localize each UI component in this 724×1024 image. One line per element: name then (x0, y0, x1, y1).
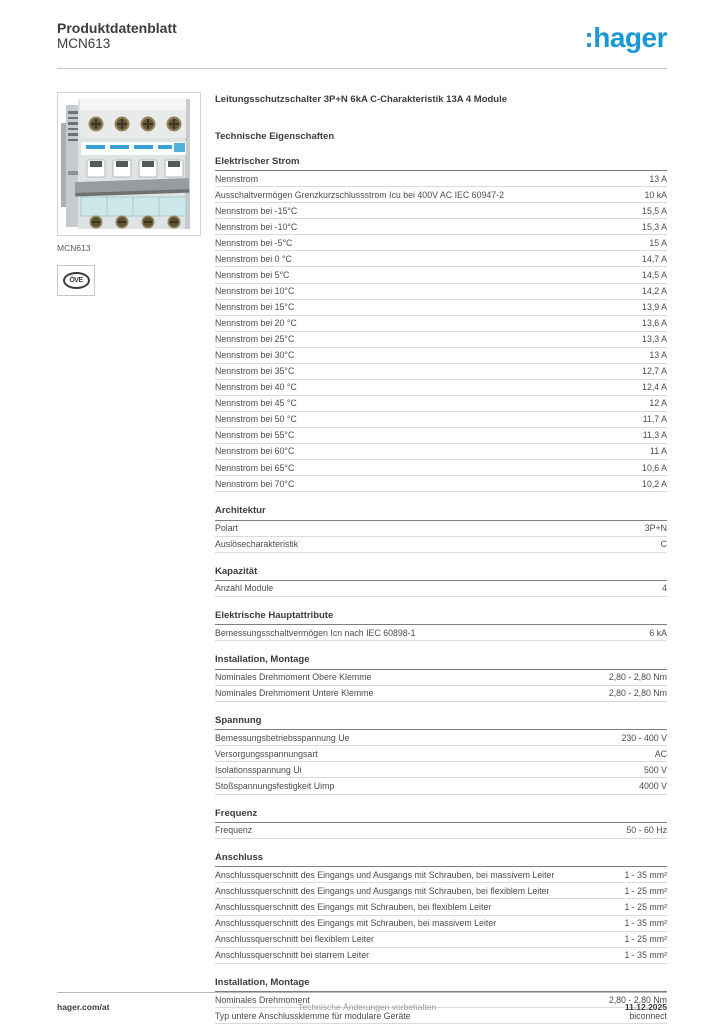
spec-row (215, 428, 667, 444)
spec-label: Nominales Drehmoment (215, 994, 310, 1005)
spec-group-title: Spannung (215, 715, 667, 730)
spec-value: 15,5 A (642, 205, 667, 216)
spec-value: 11,3 A (642, 430, 667, 441)
spec-group-rows (215, 670, 667, 702)
spec-group-rows (215, 823, 667, 839)
spec-label: Nennstrom bei 50 °C (215, 414, 297, 425)
spec-value: 14,2 A (642, 286, 667, 296)
spec-value: 13,9 A (642, 302, 667, 313)
spec-row (215, 625, 667, 641)
spec-row (215, 730, 667, 746)
spec-label: Anschlussquerschnitt des Eingangs und Ausgangs mit Schrauben, bei flexiblem Leiter (215, 885, 550, 896)
spec-label: Nennstrom bei -15°C (215, 205, 298, 216)
spec-value: 14,7 A (642, 253, 667, 264)
technical-properties-heading: Technische Eigenschaften (215, 131, 335, 143)
spec-label: Bemessungsbetriebsspannung Ue (215, 732, 350, 743)
spec-value: 1 - 35 mm² (624, 950, 667, 961)
spec-group-title: Architektur (215, 505, 667, 520)
spec-label: Frequenz (215, 825, 253, 836)
spec-label: Nominales Drehmoment Obere Klemme (215, 672, 372, 683)
spec-label: Anschlussquerschnitt des Eingangs und Ausgangs mit Schrauben, bei massivem Leiter (215, 869, 555, 880)
spec-label: Nennstrom bei 70°C (215, 478, 295, 489)
spec-groups (215, 156, 667, 1024)
spec-value: 6 kA (649, 627, 667, 638)
header-titles (57, 20, 177, 53)
product-code: MCN613 (57, 36, 111, 52)
spec-label: Nennstrom bei 30°C (215, 350, 295, 361)
spec-label: Nennstrom bei 45 °C (215, 398, 297, 409)
spec-row (215, 476, 667, 492)
spec-label: Ausschaltvermögen Grenzkurzschlussstrom Icu bei 400V AC IEC 60947-2 (215, 189, 504, 200)
spec-value: 4 (662, 583, 667, 594)
spec-group (215, 715, 667, 795)
spec-row (215, 916, 667, 932)
spec-row (215, 686, 667, 702)
footer-notice: Technische Änderungen vorbehalten (298, 1002, 437, 1012)
spec-value: 15,3 A (642, 221, 667, 232)
spec-row (215, 332, 667, 348)
spec-row (215, 932, 667, 948)
spec-label: Nennstrom bei 60°C (215, 446, 295, 457)
spec-label: Nennstrom bei 5°C (215, 269, 290, 280)
spec-column (215, 92, 667, 1024)
spec-row (215, 364, 667, 380)
product-image (57, 92, 201, 236)
spec-group-title: Elektrische Hauptattribute (215, 610, 667, 625)
spec-value: AC (654, 748, 667, 759)
spec-group-rows (215, 730, 667, 794)
spec-row (215, 348, 667, 364)
spec-value: 500 V (644, 764, 667, 775)
spec-value: 4000 V (639, 780, 667, 791)
spec-row (215, 899, 667, 915)
spec-value: 2,80 - 2,80 Nm (608, 672, 667, 683)
spec-value: 13,3 A (642, 334, 667, 345)
spec-group-rows (215, 625, 667, 641)
spec-value: C (660, 539, 667, 550)
spec-label: Nennstrom bei 20 °C (215, 318, 297, 329)
spec-row (215, 883, 667, 899)
spec-row (215, 521, 667, 537)
spec-group (215, 156, 667, 492)
spec-row (215, 284, 667, 300)
spec-group-rows (215, 867, 667, 963)
spec-row (215, 867, 667, 883)
spec-group (215, 808, 667, 839)
spec-value: 12,7 A (642, 366, 667, 377)
ove-certification-badge (57, 265, 95, 296)
spec-value: 13 A (649, 173, 667, 184)
spec-value: 11,7 A (642, 414, 667, 425)
spec-value: 15 A (649, 237, 667, 248)
spec-label: Versorgungsspannungsart (215, 748, 318, 759)
spec-group-rows (215, 581, 667, 597)
footer-website-link[interactable]: hager.com/at (57, 1002, 110, 1012)
spec-row (215, 823, 667, 839)
spec-group (215, 505, 667, 552)
spec-group (215, 610, 667, 641)
spec-row (215, 444, 667, 460)
spec-label: Stoßspannungsfestigkeit Uimp (215, 780, 335, 791)
spec-label: Nennstrom bei 0 °C (215, 253, 292, 264)
hager-logo: :hager (584, 22, 667, 53)
spec-group (215, 566, 667, 597)
spec-row (215, 746, 667, 762)
spec-label: Nennstrom bei 65°C (215, 462, 295, 473)
spec-group (215, 852, 667, 964)
spec-row (215, 537, 667, 553)
spec-group-rows (215, 171, 667, 492)
spec-group-title: Kapazität (215, 566, 667, 581)
spec-value: 10,6 A (642, 462, 667, 473)
spec-row (215, 948, 667, 964)
spec-group (215, 654, 667, 701)
spec-value: 2,80 - 2,80 Nm (608, 688, 667, 699)
spec-label: Anschlussquerschnitt bei starrem Leiter (215, 950, 370, 961)
spec-row (215, 187, 667, 203)
spec-label: Polart (215, 523, 238, 533)
spec-row (215, 203, 667, 219)
spec-row (215, 171, 667, 187)
spec-value: 11 A (650, 446, 667, 457)
spec-group-title: Anschluss (215, 852, 667, 867)
spec-row (215, 251, 667, 267)
spec-value: 1 - 35 mm² (624, 918, 667, 928)
spec-value: 2,80 - 2,80 Nm (608, 994, 667, 1005)
document-type: Produktdatenblatt (57, 20, 177, 36)
spec-row (215, 778, 667, 794)
spec-row (215, 300, 667, 316)
spec-label: Isolationsspannung Ui (215, 764, 302, 775)
spec-value: 50 - 60 Hz (626, 825, 667, 836)
spec-group-title: Elektrischer Strom (215, 156, 667, 171)
product-sidebar (57, 92, 201, 296)
spec-value: 1 - 25 mm² (624, 885, 667, 896)
spec-row (215, 412, 667, 428)
spec-label: Anschlussquerschnitt des Eingangs mit Schrauben, bei flexiblem Leiter (215, 901, 492, 912)
spec-label: Nennstrom bei -10°C (215, 221, 298, 232)
spec-group-title: Frequenz (215, 808, 667, 823)
header-divider (57, 68, 667, 69)
spec-row (215, 316, 667, 332)
spec-value: 12,4 A (642, 382, 667, 393)
spec-label: Nennstrom bei 35°C (215, 366, 295, 377)
spec-label: Auslösecharakteristik (215, 539, 299, 550)
spec-label: Bemessungsschaltvermögen Icn nach IEC 60898-1 (215, 627, 416, 638)
spec-label: Nennstrom bei 10°C (215, 286, 295, 296)
product-image-caption: MCN613 (57, 243, 91, 253)
spec-value: 10,2 A (642, 478, 667, 489)
spec-label: Nominales Drehmoment Untere Klemme (215, 688, 374, 699)
page-header (57, 20, 667, 53)
spec-row (215, 460, 667, 476)
spec-row (215, 762, 667, 778)
spec-value: 1 - 25 mm² (624, 901, 667, 912)
page-footer (57, 992, 667, 1012)
footer-row (57, 1002, 667, 1012)
spec-row (215, 380, 667, 396)
spec-value: 230 - 400 V (621, 732, 667, 743)
spec-value: 10 kA (644, 189, 667, 200)
spec-label: Nennstrom bei 55°C (215, 430, 295, 441)
spec-value: biconnect (629, 1010, 667, 1021)
spec-row (215, 267, 667, 283)
footer-date: 11.12.2025 (624, 1002, 667, 1012)
spec-row (215, 396, 667, 412)
spec-value: 1 - 35 mm² (624, 869, 667, 880)
spec-row (215, 581, 667, 597)
spec-value: 13 A (649, 350, 667, 361)
spec-label: Anschlussquerschnitt des Eingangs mit Schrauben, bei massivem Leiter (215, 918, 497, 928)
spec-label: Nennstrom (215, 173, 259, 184)
spec-label: Nennstrom bei -5°C (215, 237, 293, 248)
spec-group-title: Installation, Montage (215, 977, 667, 992)
spec-label: Anschlussquerschnitt bei flexiblem Leiter (215, 934, 374, 945)
spec-group-title: Installation, Montage (215, 654, 667, 669)
spec-label: Nennstrom bei 40 °C (215, 382, 297, 393)
spec-value: 12 A (649, 398, 667, 409)
spec-label: Nennstrom bei 25°C (215, 334, 295, 345)
footer-divider (57, 992, 667, 993)
spec-row (215, 670, 667, 686)
product-title: Leitungsschutzschalter 3P+N 6kA C-Charakteristik 13A 4 Module (215, 94, 508, 105)
spec-value: 14,5 A (642, 269, 667, 280)
spec-group-rows (215, 521, 667, 553)
circuit-breaker-illustration (58, 93, 200, 235)
ove-logo-icon: ÖVE (63, 272, 90, 289)
spec-value: 3P+N (644, 523, 667, 533)
spec-row (215, 235, 667, 251)
spec-label: Anzahl Module (215, 583, 274, 594)
content-area (57, 92, 667, 1024)
spec-value: 1 - 25 mm² (624, 934, 667, 945)
spec-label: Nennstrom bei 15°C (215, 302, 295, 313)
spec-value: 13,6 A (642, 318, 667, 329)
spec-row (215, 219, 667, 235)
spec-label: Typ untere Anschlussklemme für modulare Geräte (215, 1010, 411, 1021)
